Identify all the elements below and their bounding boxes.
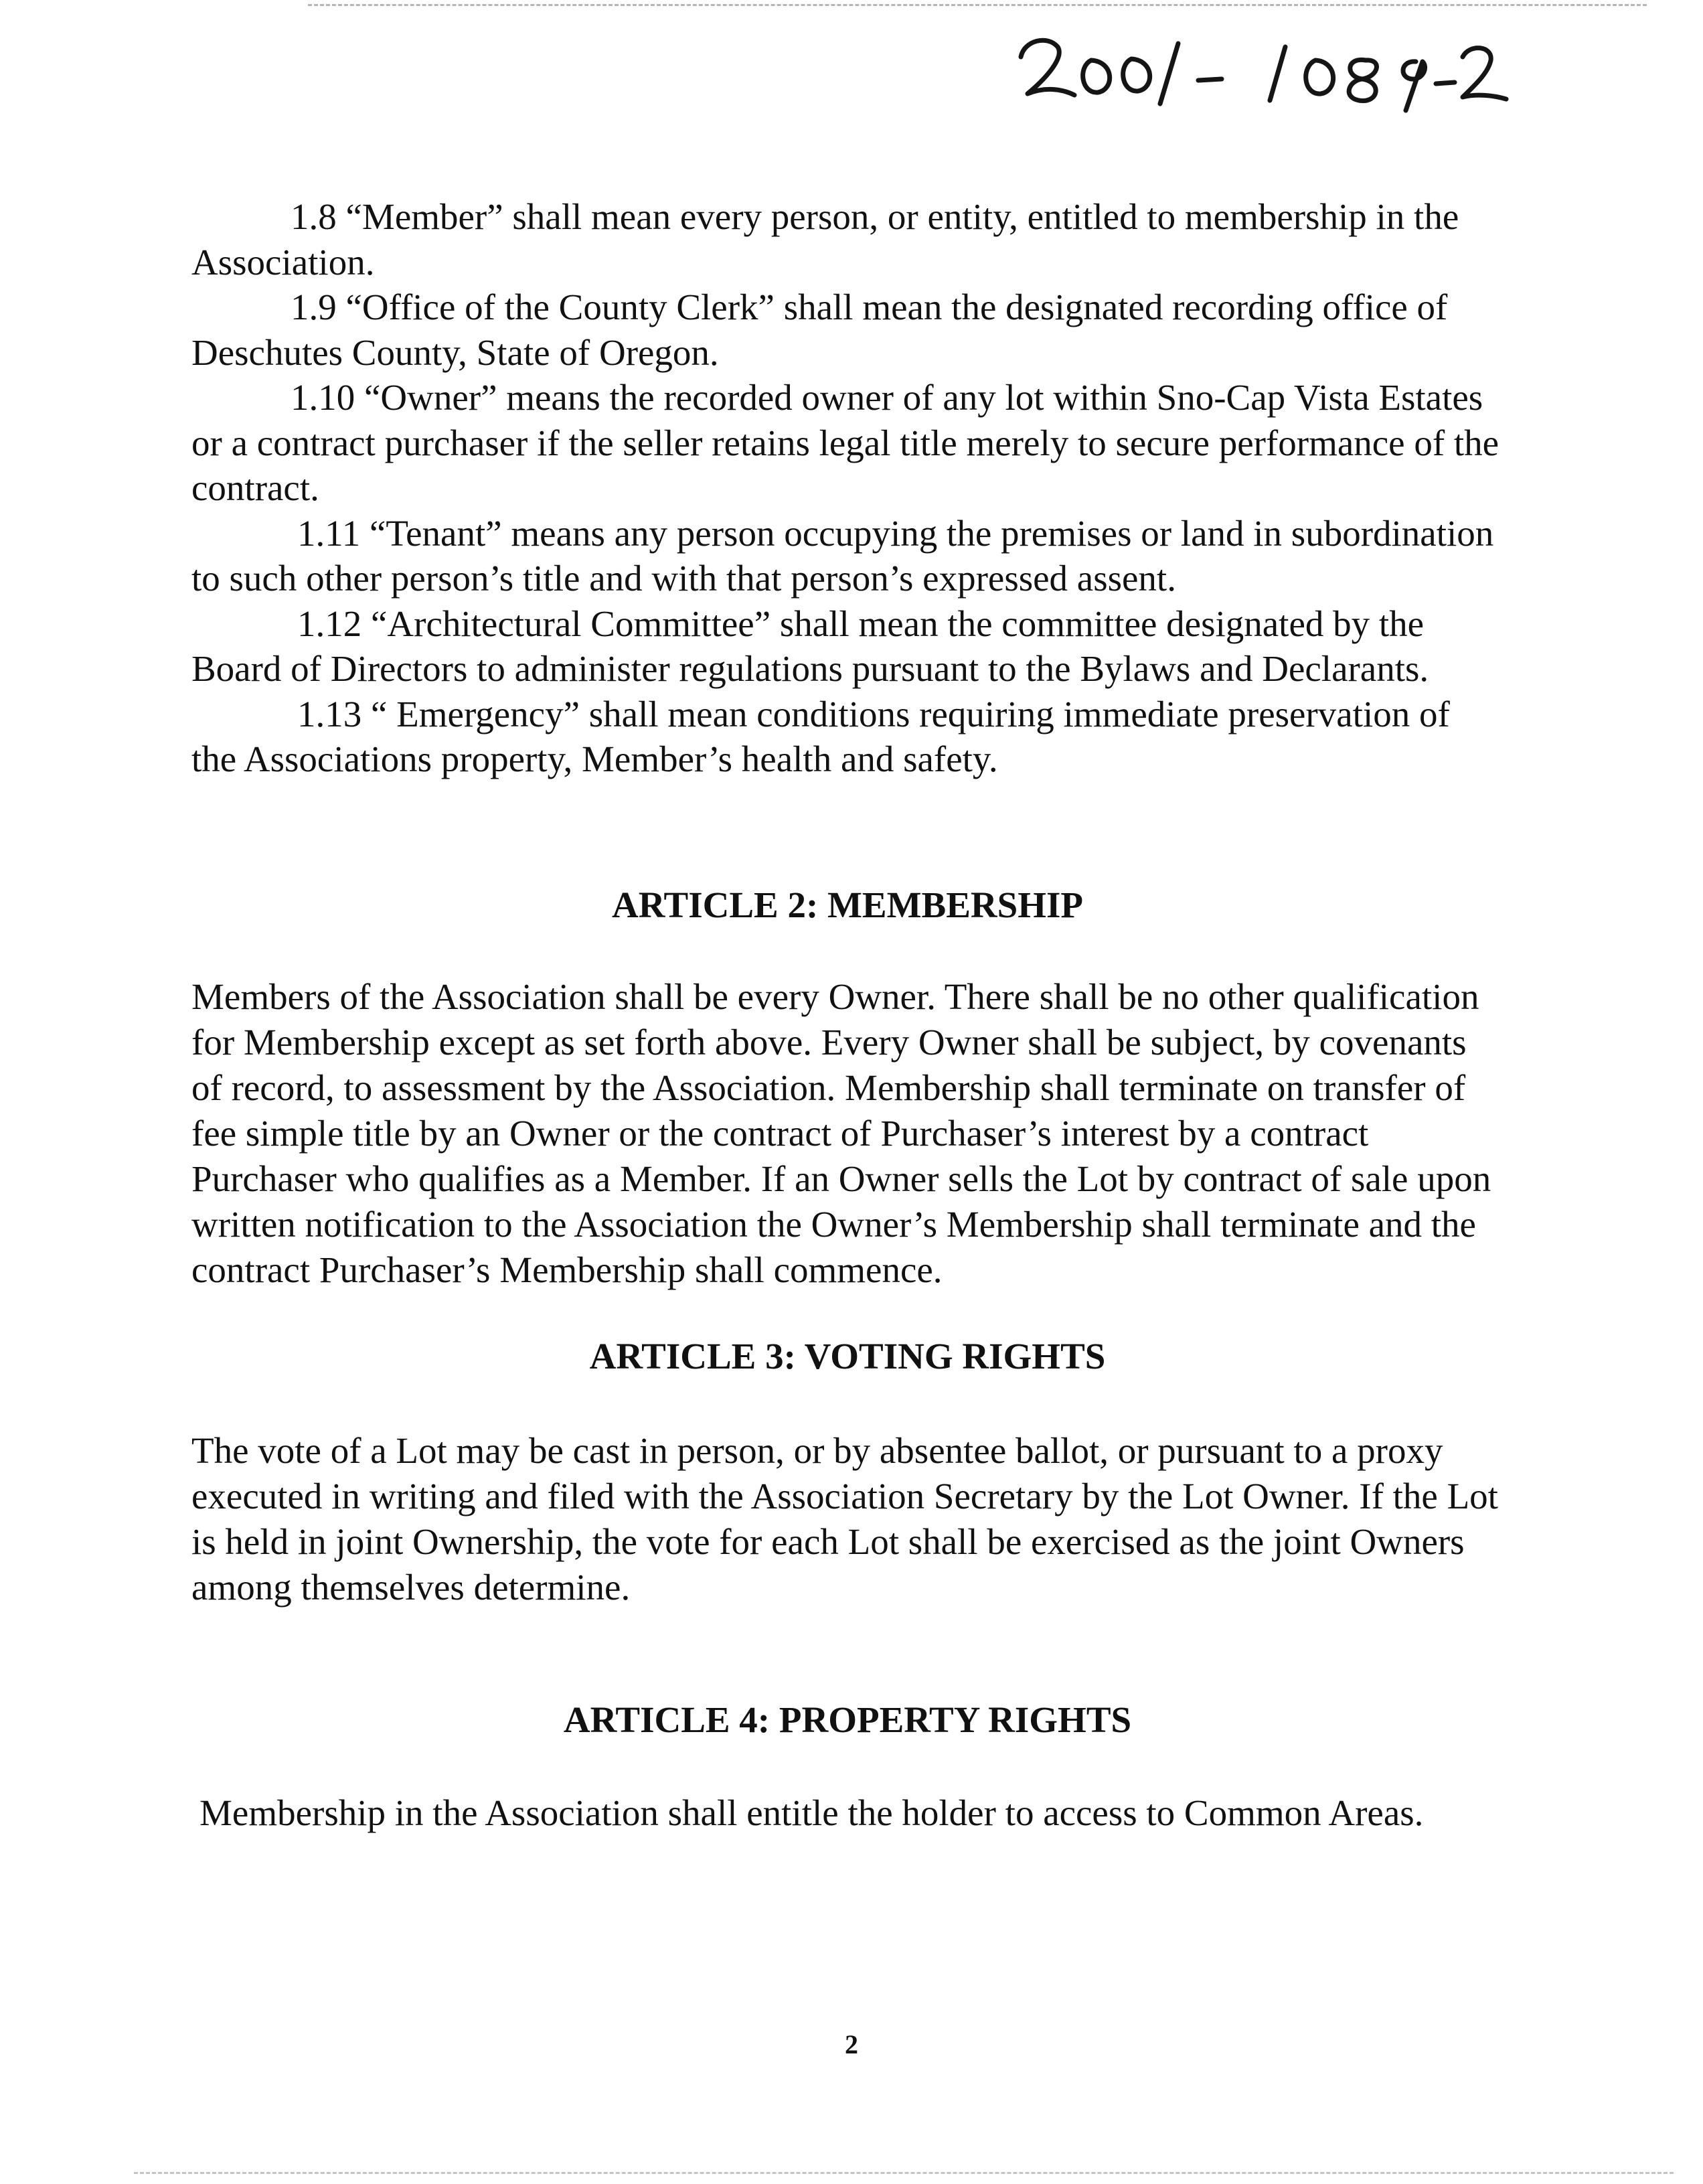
article-4-heading: ARTICLE 4: PROPERTY RIGHTS	[563, 1699, 1132, 1740]
article-3-heading: ARTICLE 3: VOTING RIGHTS	[589, 1336, 1106, 1377]
article-4-body: Membership in the Association shall entitle the holder to access to Common Areas.	[199, 1792, 1424, 1833]
page-number: 2	[845, 2029, 858, 2059]
definitions-section	[191, 194, 1504, 782]
article-3-body: The vote of a Lot may be cast in person, or by absentee ballot, or pursuant to a proxy executed in writing and filed with the Association Secretary by the Lot Owner. If the Lot is held in joint Ownership, the vote for each Lot shall be exercised as the joint Owners among themselves determine.	[191, 1430, 1498, 1608]
definition-1-12: 1.12 “Architectural Committee” shall mean the committee designated by the Board of Directors to administer regulations pursuant to the Bylaws and Declarants.	[191, 603, 1429, 689]
definition-1-13: 1.13 “ Emergency” shall mean conditions requiring immediate preservation of the Associations property, Member’s health and safety.	[191, 693, 1450, 779]
article-2-heading: ARTICLE 2: MEMBERSHIP	[612, 884, 1083, 925]
definition-1-8: 1.8 “Member” shall mean every person, or entity, entitled to membership in the Association.	[191, 196, 1459, 283]
scan-edge-bottom	[134, 2172, 1674, 2174]
definition-1-10: 1.10 “Owner” means the recorded owner of any lot within Sno-Cap Vista Estates or a contract purchaser if the seller retains legal title merely to secure performance of the contract.	[191, 377, 1499, 508]
scan-edge-top	[308, 4, 1647, 6]
article-2-body: Members of the Association shall be every Owner. There shall be no other qualification for Membership except as set forth above. Every Owner shall be subject, by covenants of record, to assessment by the Association. Membership shall terminate on transfer of fee simple title by an Owner or the contract of Purchaser’s interest by a contract Purchaser who qualifies as a Member. If an Owner sells the Lot by contract of sale upon written notification to the Association the Owner’s Membership shall terminate and the contract Purchaser’s Membership shall commence.	[191, 976, 1491, 1290]
handwritten-document-number	[1007, 20, 1516, 114]
definition-1-9: 1.9 “Office of the County Clerk” shall mean the designated recording office of Deschutes County, State of Oregon.	[191, 287, 1448, 373]
definition-1-11: 1.11 “Tenant” means any person occupying the premises or land in subordination to such other person’s title and with that person’s expressed assent.	[191, 512, 1494, 599]
